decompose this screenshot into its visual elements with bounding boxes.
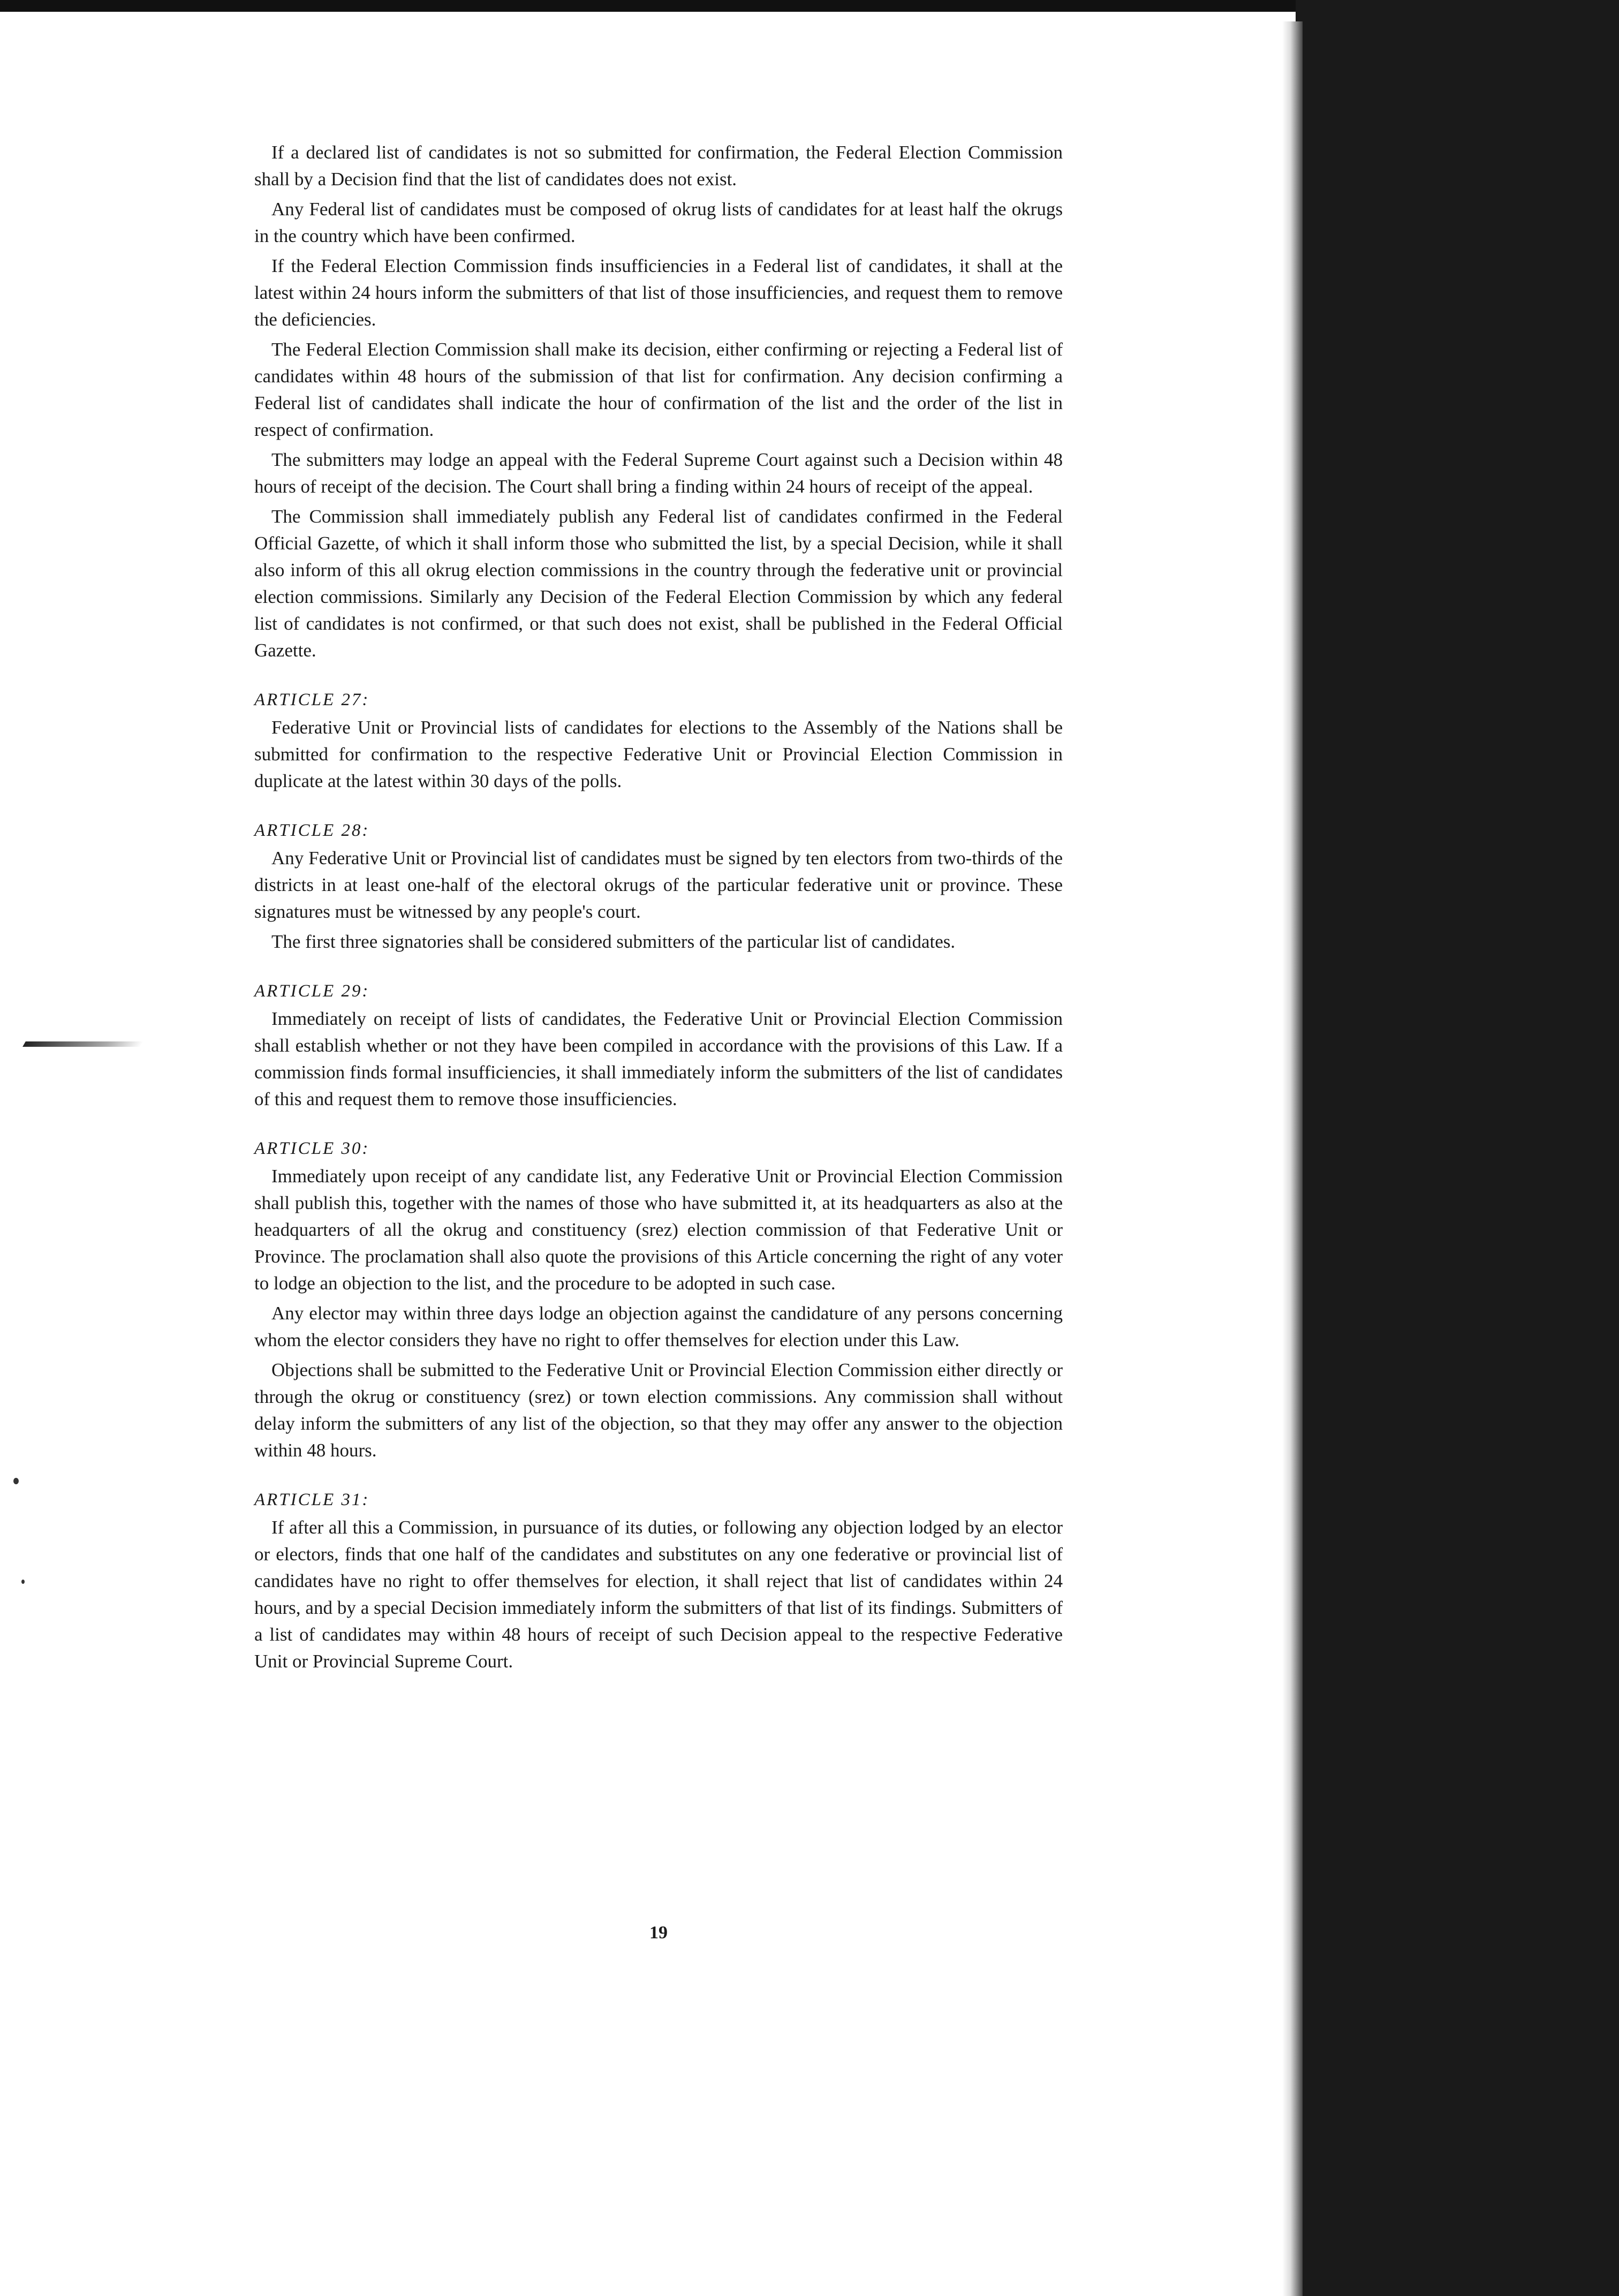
article-heading: ARTICLE 27: [254, 690, 370, 709]
page-edge-shadow [1282, 21, 1303, 2296]
paragraph: Immediately on receipt of lists of candidates, the Federative Unit or Provincial Election Commission shall establish whether or not they have been compiled in accordance with the provisions of this Law. If a commission finds formal insufficiencies, it shall immediately inform the submitters of the list of candidates of this and request them to remove those insufficiencies. [254, 1008, 1063, 1109]
scan-border-right [1296, 0, 1619, 2296]
paragraph: Federative Unit or Provincial lists of candidates for elections to the Assembly of the Nations shall be submitted for confirmation to the respective Federative Unit or Provincial Election Commission in duplicate at the latest within 30 days of the polls. [254, 717, 1063, 791]
paragraph: The first three signatories shall be considered submitters of the particular list of candidates. [271, 931, 956, 952]
document-body [254, 139, 1063, 1970]
article-29 [254, 978, 1063, 1113]
article-28 [254, 817, 1063, 955]
paragraph: Any elector may within three days lodge an objection against the candidature of any persons concerning whom the elector considers they have no right to offer themselves for election under this Law. [254, 1303, 1063, 1350]
margin-dot [13, 1478, 19, 1484]
paragraph: The submitters may lodge an appeal with the Federal Supreme Court against such a Decision within 48 hours of receipt of the decision. The Court shall bring a finding within 24 hours of receipt of the appeal. [254, 449, 1063, 497]
article-heading: ARTICLE 29: [254, 981, 370, 1001]
article-31 [254, 1486, 1063, 1675]
paragraph: If the Federal Election Commission finds insufficiencies in a Federal list of candidates, it shall at the latest within 24 hours inform the submitters of that list of those insufficiencies, and request them to remove the deficiencies. [254, 255, 1063, 330]
paragraph: Immediately upon receipt of any candidate list, any Federative Unit or Provincial Election Commission shall publish this, together with the names of those who have submitted it, at its headquarters as also at the headquarters of all the okrug and constituency (srez) election commission of that Federative Unit or Province. The proclamation shall also quote the provisions of this Article concerning the right of any voter to lodge an objection to the list, and the procedure to be adopted in such case. [254, 1166, 1063, 1294]
margin-pencil-mark [22, 1041, 143, 1047]
paragraph: Any Federative Unit or Provincial list of candidates must be signed by ten electors from two-thirds of the districts in at least one-half of the electoral okrugs of the particular federative unit or province. These signatures must be witnessed by any people's court. [254, 848, 1063, 922]
article-30 [254, 1135, 1063, 1464]
intro-section [254, 139, 1063, 664]
paragraph: The Federal Election Commission shall make its decision, either confirming or rejecting a Federal list of candidates within 48 hours of the submission of that list for confirmation. Any decision confirming a Federal list of candidates shall indicate the hour of confirmation of the list and the order of the list in respect of confirmation. [254, 339, 1063, 440]
paragraph: The Commission shall immediately publish any Federal list of candidates confirmed in the Federal Official Gazette, of which it shall inform those who submitted the list, by a special Decision, while it shall also inform of this all okrug election commissions in the country through the federative unit or provincial election commissions. Similarly any Decision of the Federal Election Commission by which any federal list of candidates is not confirmed, or that such does not exist, shall be published in the Federal Official Gazette. [254, 506, 1063, 661]
paragraph: If a declared list of candidates is not so submitted for confirmation, the Federal Election Commission shall by a Decision find that the list of candidates does not exist. [254, 142, 1063, 190]
article-27 [254, 686, 1063, 795]
paragraph: Any Federal list of candidates must be composed of okrug lists of candidates for at least half the okrugs in the country which have been confirmed. [254, 199, 1063, 246]
paragraph: Objections shall be submitted to the Federative Unit or Provincial Election Commission either directly or through the okrug or constituency (srez) or town election commissions. Any commission shall without delay inform the submitters of any list of the objection, so that they may offer any answer to the objection within 48 hours. [254, 1360, 1063, 1461]
page-number: 19 [649, 1923, 668, 1943]
article-heading: ARTICLE 30: [254, 1139, 370, 1158]
paragraph: If after all this a Commission, in pursuance of its duties, or following any objection lodged by an elector or electors, finds that one half of the candidates and substitutes on any one federative or provincial list of candidates have no right to offer themselves for election, it shall reject that list of candidates within 24 hours, and by a special Decision immediately inform the submitters of that list of its findings. Submitters of a list of candidates may within 48 hours of receipt of such Decision appeal to the respective Federative Unit or Provincial Supreme Court. [254, 1517, 1063, 1672]
margin-dot [21, 1580, 25, 1584]
article-heading: ARTICLE 31: [254, 1490, 370, 1509]
article-heading: ARTICLE 28: [254, 821, 370, 840]
